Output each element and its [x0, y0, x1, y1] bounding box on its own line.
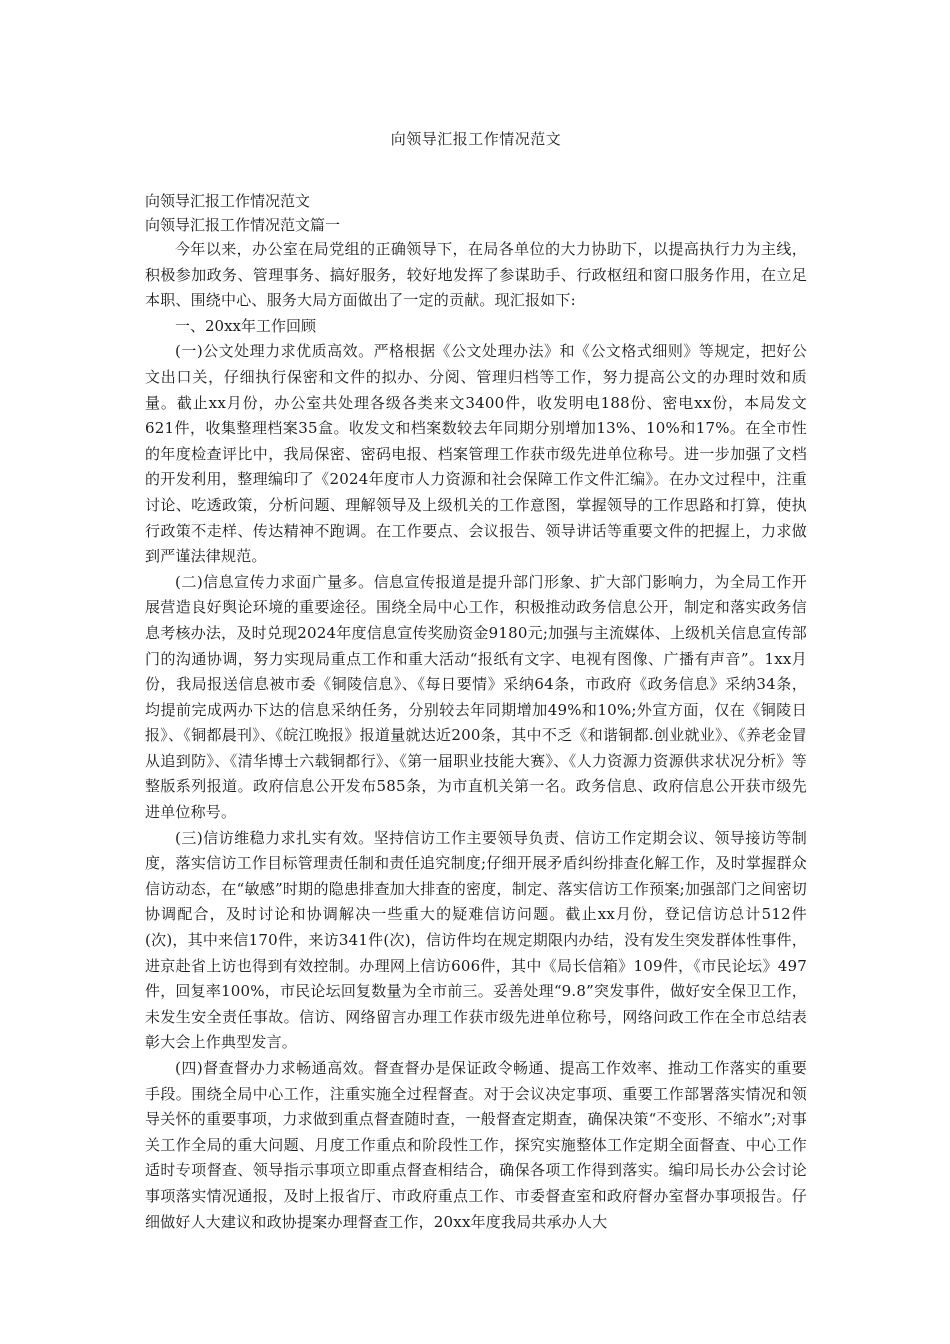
section-heading: 一、20xx年工作回顾	[175, 316, 317, 335]
document-title: 向领导汇报工作情况范文	[390, 130, 562, 148]
document-page	[145, 0, 807, 1235]
part-title: 向领导汇报工作情况范文篇一	[145, 216, 341, 234]
body-paragraph: (二)信息宣传力求面广量多。信息宣传报道是提升部门形象、扩大部门影响力，为全局工作开展营造良好舆论环境的重要途径。围绕全局中心工作，积极推动政务信息公开，制定和落实政务信息考核办法，及时兑现2024年度信息宣传奖励资金9180元;加强与主流媒体、上级机关信息宣传部门的沟通协调，努力实现局重点工作和重大活动“报纸有文字、电视有图像、广播有声音”。1xx月份，我局报送信息被市委《铜陵信息》、《每日要情》采纳64条，市政府《政务信息》采纳34条，均提前完成两办下达的信息采纳任务，分别较去年同期增加49%和10%;外宣方面，仅在《铜陵日报》、《铜都晨刊》、《皖江晚报》报道量就达近200条，其中不乏《和谐铜都.创业就业》、《养老金冒从追到防》、《清华博士六载铜都行》、《第一届职业技能大赛》、《人力资源力资源供求状况分析》等整版系列报道。政府信息公开发布585条，为市直机关第一名。政务信息、政府信息公开获市级先进单位称号。	[145, 572, 807, 822]
body-paragraph: (四)督查督办力求畅通高效。督查督办是保证政令畅通、提高工作效率、推动工作落实的重要手段。围绕全局中心工作，注重实施全过程督查。对于会议决定事项、重要工作部署落实情况和领导关怀的重要事项，力求做到重点督查随时查，一般督查定期查，确保决策“不变形、不缩水”;对事关工作全局的重大问题、月度工作重点和阶段性工作，探究实施整体工作定期全面督查、中心工作适时专项督查、领导指示事项立即重点督查相结合，确保各项工作得到落实。编印局长办公会讨论事项落实情况通报，及时上报省厅、市政府重点工作、市委督查室和政府督办室督办事项报告。仔细做好人大建议和政协提案办理督查工作，20xx年度我局共承办人大	[145, 1059, 807, 1231]
intro-paragraph: 今年以来，办公室在局党组的正确领导下，在局各单位的大力协助下，以提高执行力为主线，积极参加政务、管理事务、搞好服务，较好地发挥了参谋助手、行政枢纽和窗口服务作用，在立足本职、围绕中心、服务大局方面做出了一定的贡献。现汇报如下:	[145, 240, 807, 310]
body-paragraph: (一)公文处理力求优质高效。严格根据《公文处理办法》和《公文格式细则》等规定，把好公文出口关，仔细执行保密和文件的拟办、分阅、管理归档等工作，努力提高公文的办理时效和质量。截止xx月份，办公室共处理各级各类来文3400件，收发明电188份、密电xx份，本局发文621件，收集整理档案35盒。收发文和档案数较去年同期分别增加13%、10%和17%。在全市性的年度检查评比中，我局保密、密码电报、档案管理工作获市级先进单位称号。进一步加强了文档的开发利用，整理编印了《2024年度市人力资源和社会保障工作文件汇编》。在办文过程中，注重讨论、吃透政策，分析问题、理解领导及上级机关的工作意图，掌握领导的工作思路和打算，使执行政策不走样、传达精神不跑调。在工作要点、会议报告、领导讲话等重要文件的把握上，力求做到严谨法律规范。	[145, 342, 807, 566]
body-paragraph: (三)信访维稳力求扎实有效。坚持信访工作主要领导负责、信访工作定期会议、领导接访等制度，落实信访工作目标管理责任制和责任追究制度;仔细开展矛盾纠纷排查化解工作，及时掌握群众信访动态，在“敏感”时期的隐患排查加大排查的密度，制定、落实信访工作预案;加强部门之间密切协调配合，及时讨论和协调解决一些重大的疑难信访问题。截止xx月份，登记信访总计512件(次)，其中来信170件，来访341件(次)，信访件均在规定期限内办结，没有发生突发群体性事件，进京赴省上访也得到有效控制。办理网上信访606件，其中《局长信箱》109件，《市民论坛》497件，回复率100%，市民论坛回复数量为全市前三。妥善处理“9.8”突发事件，做好安全保卫工作，未发生安全责任事故。信访、网络留言办理工作获市级先进单位称号，网络问政工作在全市总结表彰大会上作典型发言。	[145, 828, 807, 1052]
document-subtitle: 向领导汇报工作情况范文	[145, 192, 311, 210]
